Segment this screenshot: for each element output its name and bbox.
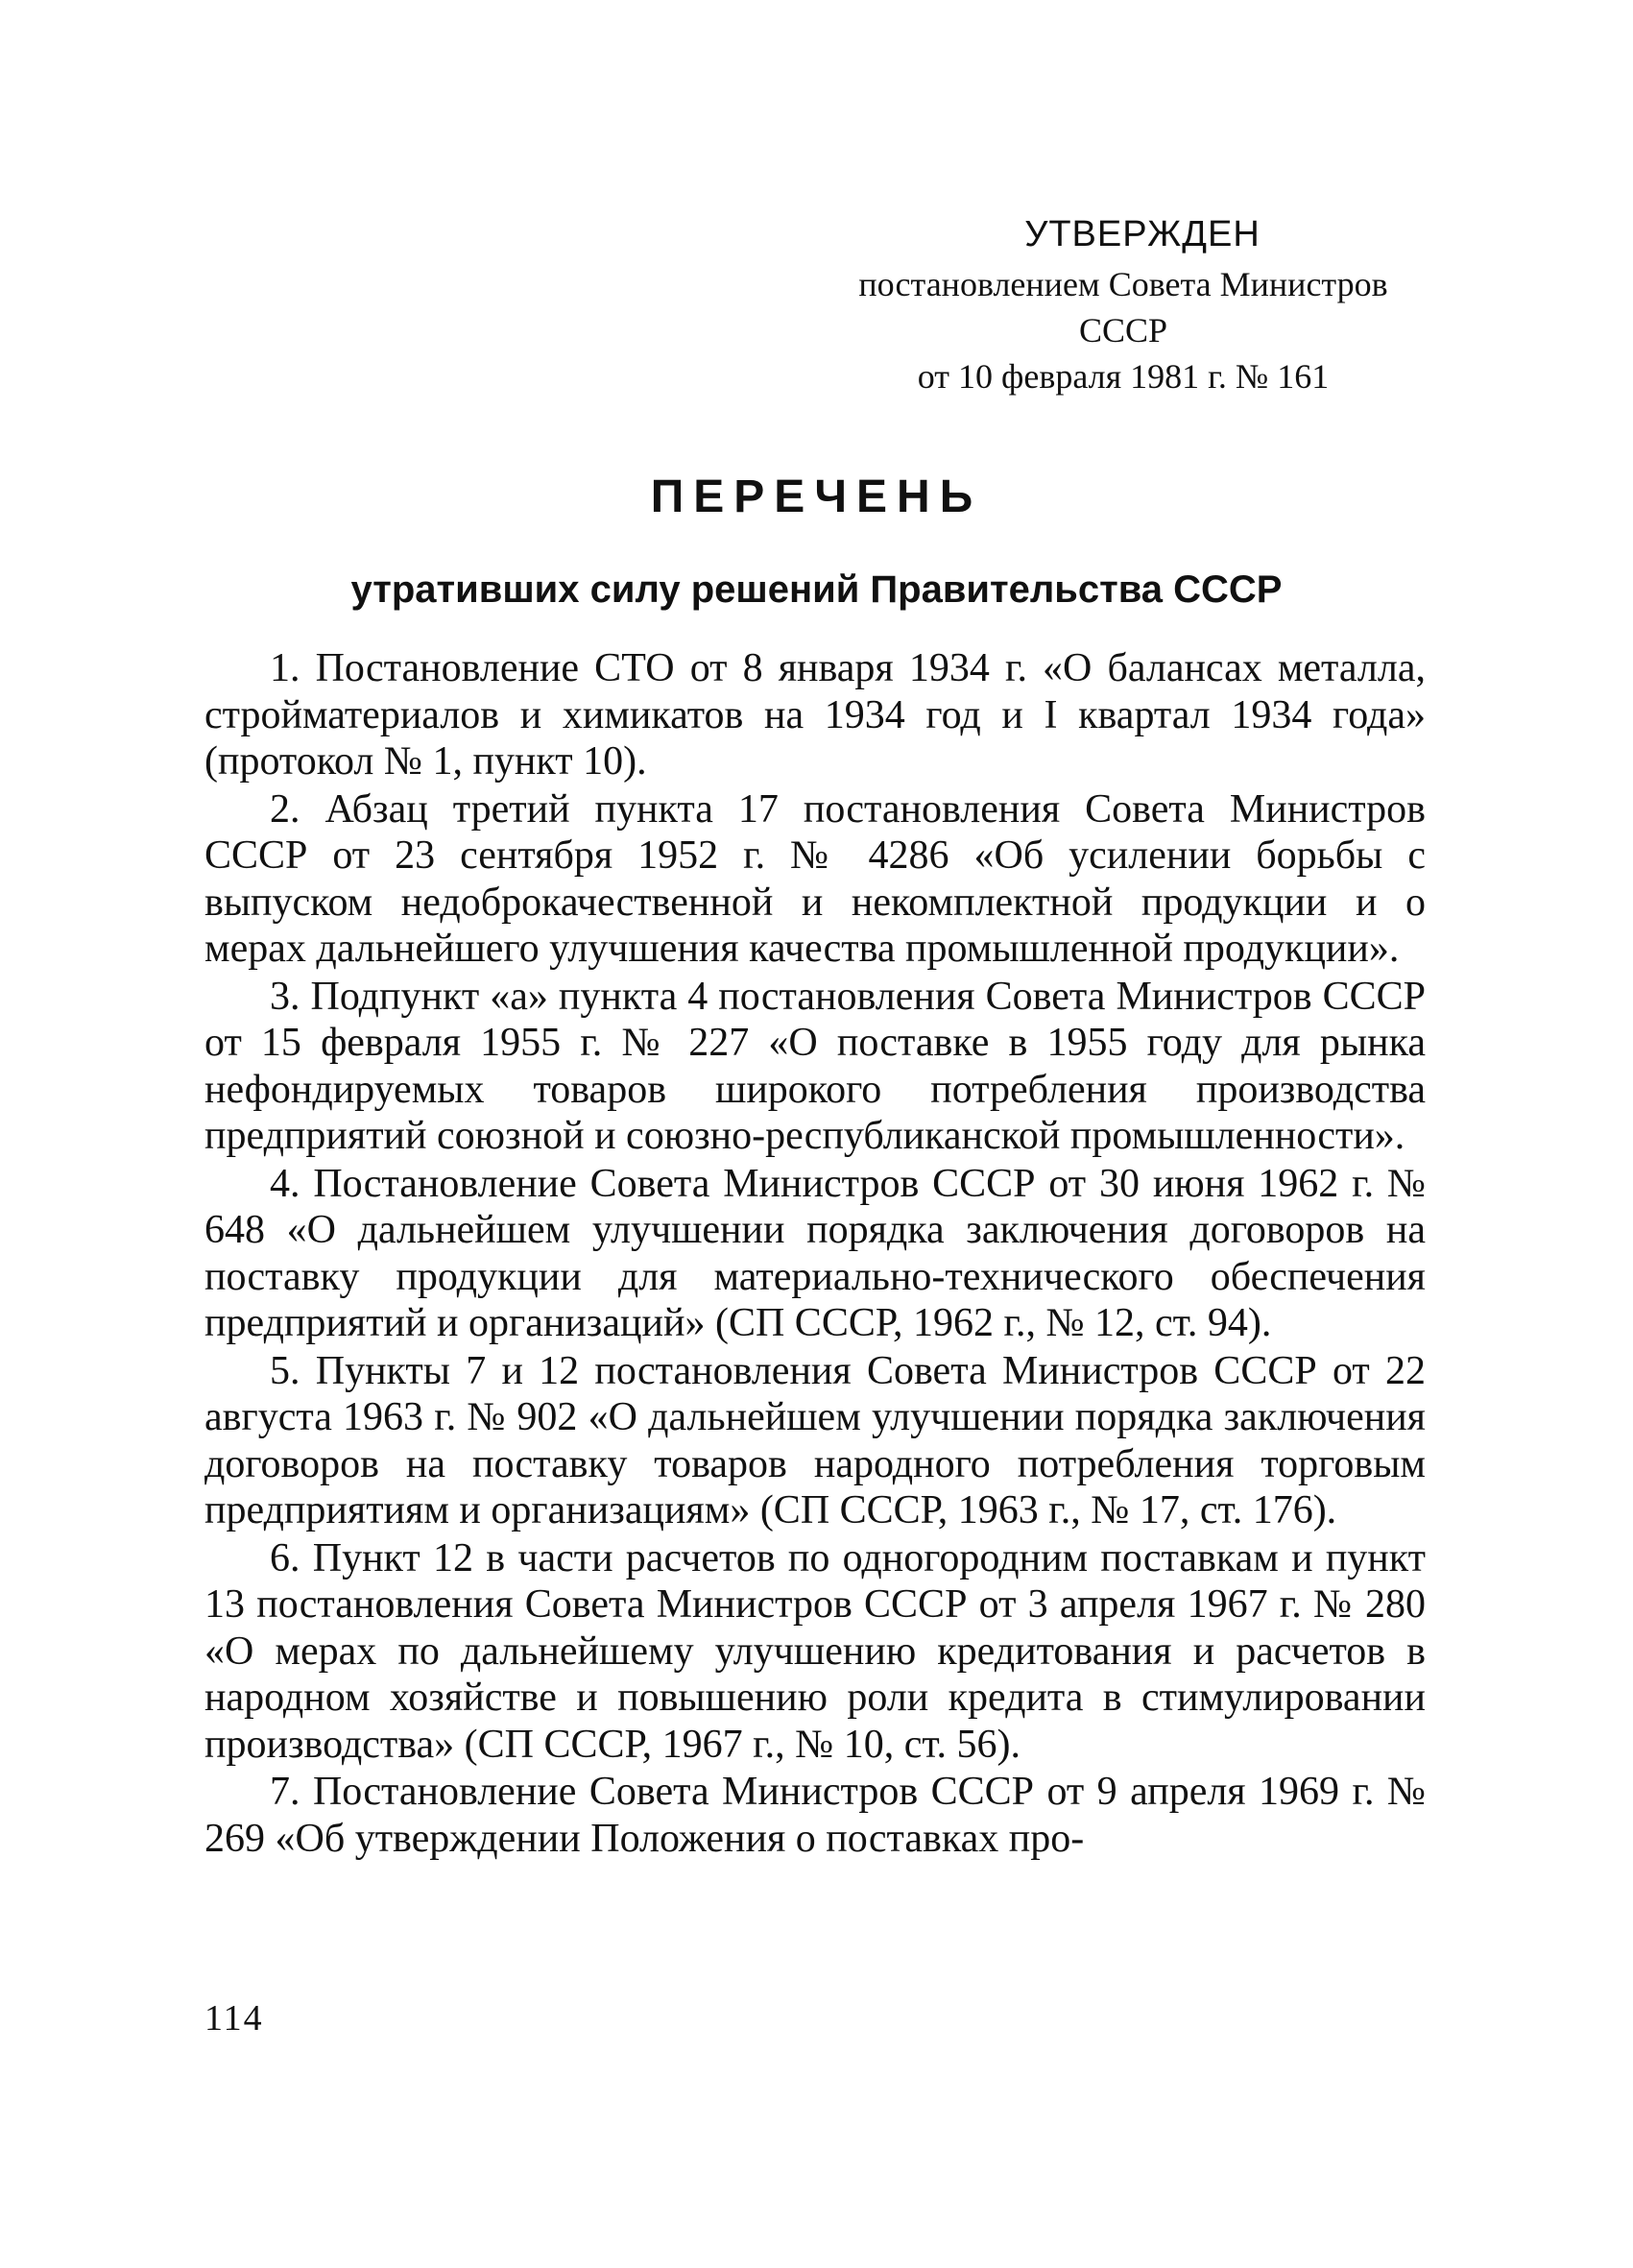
approval-line-1: постановлением Совета Министров xyxy=(858,265,1388,303)
approval-stamp xyxy=(826,211,1421,399)
document-subtitle: утративших силу решений Правительства СССР xyxy=(350,568,1283,611)
approval-heading: УТВЕРЖДЕН xyxy=(1024,214,1261,254)
list-item-6: 6. Пункт 12 в части расчетов по одногородним поставкам и пункт 13 постановления Совета Министров СССР от 3 апреля 1967 г. № 280 «О мерах по дальнейшему улучшению кредитования и расчетов в народном хозяйстве и повышению роли кредита в стимулировании производства» (СП СССР, 1967 г., № 10, ст. 56). xyxy=(204,1535,1426,1767)
approval-line-3: от 10 февраля 1981 г. № 161 xyxy=(917,357,1330,396)
document-title: ПЕРЕЧЕНЬ xyxy=(650,471,983,522)
list-item-1: 1. Постановление СТО от 8 января 1934 г. «О балансах металла, стройматериалов и химикатов на 1934 год и I квартал 1934 года» (протокол № 1, пункт 10). xyxy=(204,646,1426,784)
item-list xyxy=(204,645,1426,1863)
list-item-7: 7. Постановление Совета Министров СССР от 9 апреля 1969 г. № 269 «Об утверждении Положения о поставках про- xyxy=(204,1770,1426,1861)
list-item-4: 4. Постановление Совета Министров СССР от 30 июня 1962 г. № 648 «О дальнейшем улучшении порядка заключения договоров на поставку продукции для материально-технического обеспечения предприятий и организаций» (СП СССР, 1962 г., № 12, ст. 94). xyxy=(204,1161,1426,1345)
list-item-2: 2. Абзац третий пункта 17 постановления Совета Министров СССР от 23 сентября 1952 г. № 4286 «Об усилении борьбы с выпуском недоброкачественной и некомплектной продукции и о мерах дальнейшего улучшения качества промышленной продукции». xyxy=(204,786,1426,971)
list-item-5: 5. Пункты 7 и 12 постановления Совета Министров СССР от 22 августа 1963 г. № 902 «О дальнейшем улучшении порядка заключения договоров на поставку товаров народного потребления торговым предприятиям и организациям» (СП СССР, 1963 г., № 17, ст. 176). xyxy=(204,1348,1426,1532)
page-number: 114 xyxy=(204,1998,264,2039)
list-item-3: 3. Подпункт «а» пункта 4 постановления Совета Министров СССР от 15 февраля 1955 г. № 227 «О поставке в 1955 году для рынка нефондируемых товаров широкого потребления производства предприятий союзной и союзно-республиканской промышленности». xyxy=(204,974,1426,1158)
approval-line-2: СССР xyxy=(1078,311,1168,350)
